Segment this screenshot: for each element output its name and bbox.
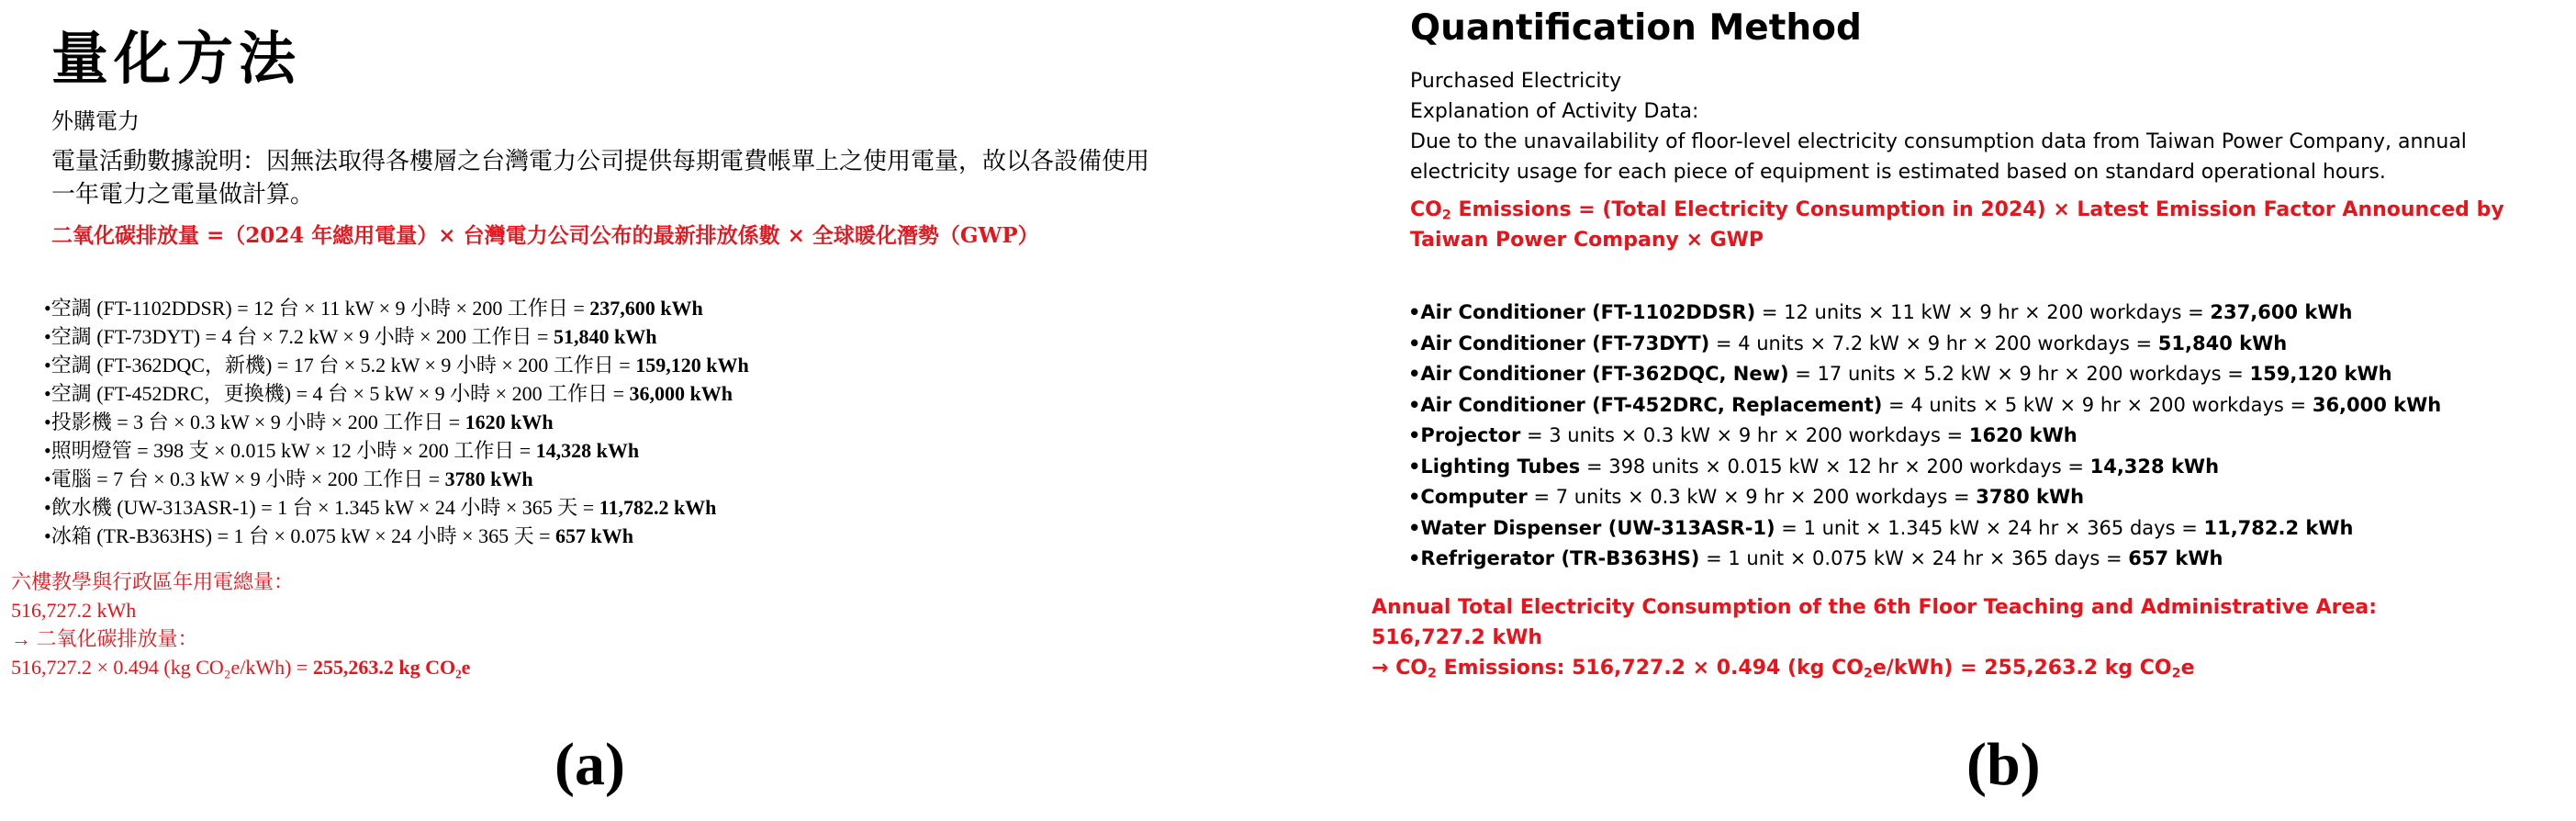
caption-b: (b) xyxy=(1966,731,2041,798)
caption-a: (a) xyxy=(554,731,625,798)
list-item: •空調 (FT-452DRC，更換機) = 4 台 × 5 kW × 9 小時 × 200 工作日 = 36,000 kWh xyxy=(44,382,733,405)
activity-data-label: Explanation of Activity Data: xyxy=(1410,100,1699,123)
panel-a-subtitle: 外購電力 xyxy=(51,108,140,134)
list-item: •空調 (FT-362DQC，新機) = 17 台 × 5.2 kW × 9 小時 × 200 工作日 = 159,120 kWh xyxy=(44,354,749,377)
list-item: •照明燈管 = 398 支 × 0.015 kW × 12 小時 × 200 工作日 = 14,328 kWh xyxy=(44,439,640,462)
list-item: •冰箱 (TR-B363HS) = 1 台 × 0.075 kW × 24 小時 × 365 天 = 657 kWh xyxy=(44,524,633,547)
total-value: 516,727.2 kWh xyxy=(1372,626,1543,649)
emission-line: 516,727.2 × 0.494 (kg CO₂e/kWh) = 255,263.2 kg CO₂e xyxy=(11,656,471,679)
purchased-electricity-label: Purchased Electricity xyxy=(1410,70,1622,93)
list-item: •Air Conditioner (FT-73DYT) = 4 units × 7.2 kW × 9 hr × 200 workdays = 51,840 kWh xyxy=(1408,332,2288,354)
list-item: •空調 (FT-1102DDSR) = 12 台 × 11 kW × 9 小時 × 200 工作日 = 237,600 kWh xyxy=(44,297,703,320)
panel-b-formula: $CO_2$ Emissions = (Total Electricity Consumption in 2024) × Latest Emission Factor Announced by Taiwan Power Company × GWP xyxy=(1410,198,2504,252)
panel-b-total-block xyxy=(1372,592,2377,683)
list-item: •Air Conditioner (FT-452DRC, Replacement) = 4 units × 5 kW × 9 hr × 200 workdays = 36,000 kWh xyxy=(1408,393,2442,416)
panel-a-chinese xyxy=(0,0,1285,821)
panel-b-equipment-list xyxy=(1408,298,2441,575)
emission-line: → $CO_2$ Emissions: 516,727.2 × 0.494 (kg $CO_2e/kWh) = 255,263.2$ kg $CO_2e$ xyxy=(1372,657,2195,681)
explanation-text: Due to the unavailability of floor-level electricity consumption data from Taiwan Power Company, annual electricity usage for each piece of equipment is estimated based on standard operational hours. xyxy=(1410,130,2467,184)
emission-label: → 二氧化碳排放量： xyxy=(11,627,198,650)
list-item: •Air Conditioner (FT-1102DDSR) = 12 units × 11 kW × 9 hr × 200 workdays = 237,600 kWh xyxy=(1408,301,2353,323)
emission-result: 255,263.2 kg CO₂e xyxy=(312,656,471,679)
panel-a-formula: 二氧化碳排放量 =（2024 年總用電量）× 台灣電力公司公布的最新排放係數 × 全球暖化潛勢（GWP） xyxy=(51,223,1039,248)
panel-a-total-block xyxy=(11,568,470,681)
list-item: •Projector = 3 units × 0.3 kW × 9 hr × 200 workdays = 1620 kWh xyxy=(1408,424,2078,446)
list-item: •Computer = 7 units × 0.3 kW × 9 hr × 200 workdays = 3780 kWh xyxy=(1408,486,2085,508)
panel-a-title: 量化方法 xyxy=(51,25,302,92)
list-item: •Lighting Tubes = 398 units × 0.015 kW × 12 hr × 200 workdays = 14,328 kWh xyxy=(1408,455,2220,478)
list-item: •飲水機 (UW-313ASR-1) = 1 台 × 1.345 kW × 24 小時 × 365 天 = 11,782.2 kWh xyxy=(44,496,717,519)
list-item: •Refrigerator (TR-B363HS) = 1 unit × 0.075 kW × 24 hr × 365 days = 657 kWh xyxy=(1408,547,2223,569)
total-value: 516,727.2 kWh xyxy=(11,599,137,622)
list-item: •Air Conditioner (FT-362DQC, New) = 17 units × 5.2 kW × 9 hr × 200 workdays = 159,120 kWh xyxy=(1408,363,2392,385)
list-item: •空調 (FT-73DYT) = 4 台 × 7.2 kW × 9 小時 × 200 工作日 = 51,840 kWh xyxy=(44,325,657,348)
total-label: 六樓教學與行政區年用電總量： xyxy=(11,570,295,593)
panel-b-description xyxy=(1410,66,2567,187)
list-item: •Water Dispenser (UW-313ASR-1) = 1 unit × 1.345 kW × 24 hr × 365 days = 11,782.2 kWh xyxy=(1408,516,2354,539)
panel-a-description: 電量活動數據說明：因無法取得各樓層之台灣電力公司提供每期電費帳單上之使用電量，故以各設備使用一年電力之電量做計算。 xyxy=(51,148,1150,208)
list-item: •電腦 = 7 台 × 0.3 kW × 9 小時 × 200 工作日 = 3780 kWh xyxy=(44,467,533,490)
list-item: •投影機 = 3 台 × 0.3 kW × 9 小時 × 200 工作日 = 1620 kWh xyxy=(44,410,554,433)
panel-b-title: Quantification Method xyxy=(1410,7,1862,49)
panel-a-equipment-list xyxy=(44,294,749,550)
total-label: Annual Total Electricity Consumption of the 6th Floor Teaching and Administrative Area: xyxy=(1372,596,2378,619)
panel-b-english xyxy=(1285,0,2576,821)
